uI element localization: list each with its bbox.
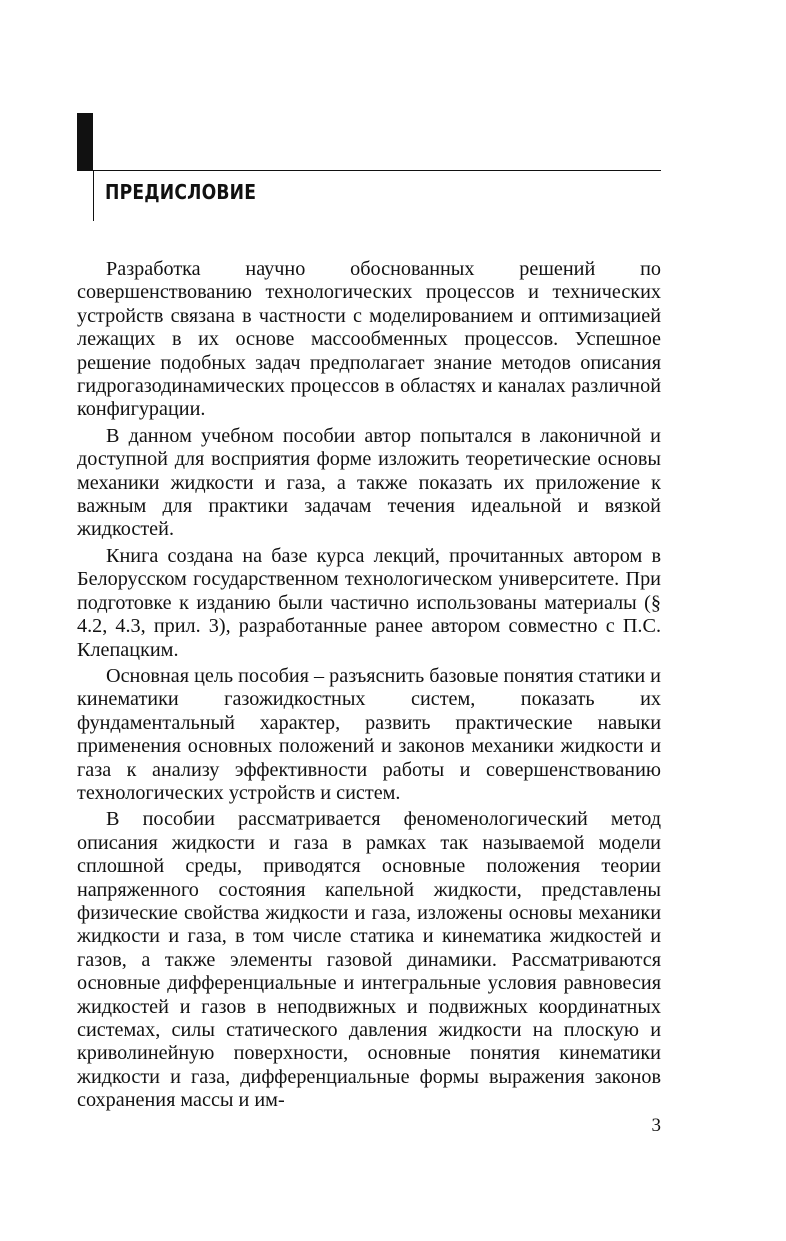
heading-left-rule bbox=[93, 170, 94, 221]
page-number: 3 bbox=[651, 1115, 661, 1136]
paragraph: Разработка научно обоснованных решений по совершенствованию технологических процессов и технических устройств связана в частности с моделированием и оптимизацией лежащих в их основе массообменных процессов. Успешное решение подобных задач предполагает знание методов описания гидрогазодинамических процессов в областях и каналах различной конфигурации. bbox=[77, 258, 661, 421]
paragraph: Основная цель пособия – разъяснить базовые понятия статики и кинематики газожидкостных систем, показать их фундаментальный характер, развить практические навыки применения основных положений и законов механики жидкости и газа к анализу эффективности работы и совершенствованию технологических устройств и систем. bbox=[77, 664, 661, 804]
paragraph: В данном учебном пособии автор попытался в лаконичной и доступной для восприятия форме изложить теоретические основы механики жидкости и газа, а также показать их приложение к важным для практики задачам течения идеальной и вязкой жидкостей. bbox=[77, 424, 661, 541]
body-text bbox=[77, 258, 661, 1116]
paragraph: В пособии рассматривается феноменологический метод описания жидкости и газа в рамках так называемой модели сплошной среды, приводятся основные положения теории напряженного состояния капельной жидкости, представлены физические свойства жидкости и газа, изложены основы механики жидкости и газа, в том числе статика и кинематика жидкостей и газов, а также элементы газовой динамики. Рассматриваются основные дифференциальные и интегральные условия равновесия жидкостей и газов в неподвижных и подвижных координатных системах, силы статического давления жидкости на плоскую и криволинейную поверхности, основные понятия кинематики жидкости и газа, дифференциальные формы выражения законов сохранения массы и им- bbox=[77, 808, 661, 1112]
heading-marker-bar bbox=[77, 113, 93, 171]
page-title: ПРЕДИСЛОВИЕ bbox=[105, 180, 257, 204]
heading-top-rule bbox=[77, 170, 661, 171]
paragraph: Книга создана на базе курса лекций, прочитанных автором в Белорусском государственном технологическом университете. При подготовке к изданию были частично использованы материалы (§ 4.2, 4.3, прил. 3), разработанные ранее автором совместно с П.С. Клепацким. bbox=[77, 544, 661, 661]
